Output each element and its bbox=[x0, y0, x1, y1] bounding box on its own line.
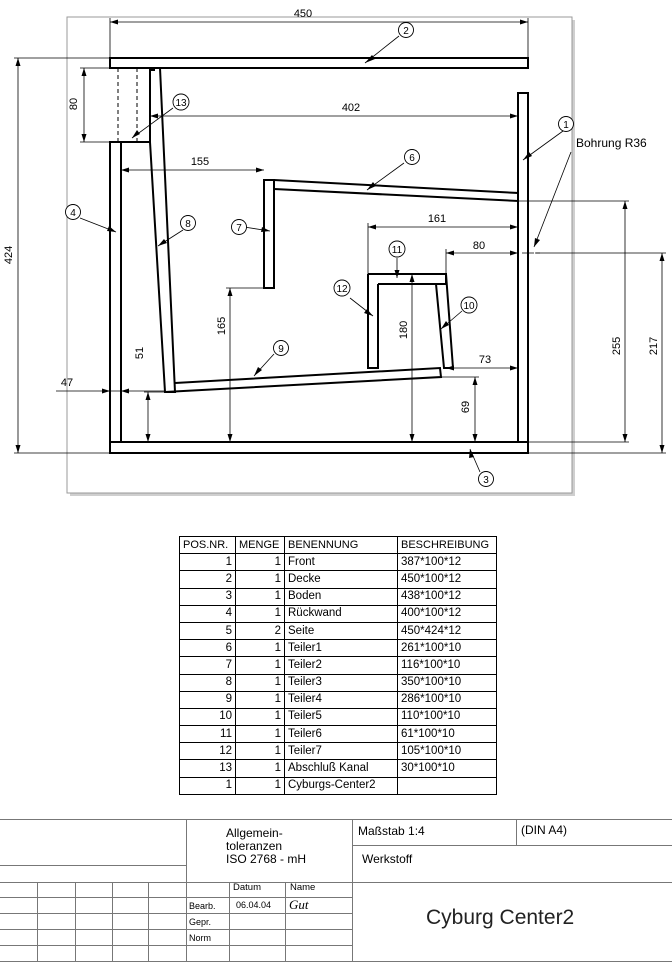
balloon-8-label: 8 bbox=[185, 219, 191, 230]
bom-cell-desc: 387*100*12 bbox=[398, 554, 497, 571]
bom-cell-pos: 3 bbox=[180, 588, 236, 605]
bom-cell-qty: 1 bbox=[236, 777, 285, 794]
dim-165: 165 bbox=[216, 316, 228, 336]
tb-line bbox=[148, 882, 149, 961]
dim-51: 51 bbox=[134, 346, 146, 360]
dim-255: 255 bbox=[611, 336, 623, 356]
bom-row bbox=[180, 708, 497, 725]
bom-cell-pos: 12 bbox=[180, 743, 236, 760]
bom-row bbox=[180, 622, 497, 639]
col-datum: Datum bbox=[233, 882, 261, 893]
bom-cell-desc: 286*100*10 bbox=[398, 691, 497, 708]
dim-73: 73 bbox=[478, 354, 492, 366]
bill-of-materials bbox=[179, 536, 497, 795]
bom-cell-qty: 1 bbox=[236, 726, 285, 743]
balloon-12-label: 12 bbox=[336, 284, 348, 295]
balloon-7-label: 7 bbox=[236, 223, 242, 234]
dim-402: 402 bbox=[341, 102, 361, 114]
balloon-2-label: 2 bbox=[403, 26, 409, 37]
dim-47: 47 bbox=[60, 377, 74, 389]
col-name: Name bbox=[290, 882, 316, 893]
bom-row bbox=[180, 554, 497, 571]
balloon-9-label: 9 bbox=[278, 344, 284, 355]
row-norm: Norm bbox=[189, 933, 211, 943]
dim-80-top: 80 bbox=[68, 97, 80, 111]
bearb-date: 06.04.04 bbox=[236, 900, 272, 910]
bom-row bbox=[180, 657, 497, 674]
bom-row bbox=[180, 605, 497, 622]
bom-cell-pos: 10 bbox=[180, 708, 236, 725]
bom-cell-pos: 1 bbox=[180, 777, 236, 794]
balloon-1-label: 1 bbox=[563, 120, 569, 131]
bom-cell-qty: 1 bbox=[236, 605, 285, 622]
bom-cell-qty: 1 bbox=[236, 588, 285, 605]
bom-cell-desc bbox=[398, 777, 497, 794]
dim-180: 180 bbox=[398, 320, 410, 340]
balloon-3-label: 3 bbox=[483, 475, 489, 486]
bom-header-pos: POS.NR. bbox=[180, 537, 236, 554]
balloon-4-label: 4 bbox=[70, 208, 76, 219]
dim-217: 217 bbox=[648, 336, 660, 356]
balloon-11-label: 11 bbox=[391, 245, 403, 256]
bom-cell-qty: 1 bbox=[236, 571, 285, 588]
bom-cell-name: Decke bbox=[285, 571, 398, 588]
tb-line bbox=[285, 882, 286, 961]
tb-line bbox=[0, 945, 352, 946]
bom-cell-pos: 6 bbox=[180, 640, 236, 657]
bom-cell-pos: 11 bbox=[180, 726, 236, 743]
tb-line bbox=[352, 845, 672, 846]
bom-cell-pos: 9 bbox=[180, 691, 236, 708]
bom-cell-desc: 400*100*12 bbox=[398, 605, 497, 622]
bom-cell-desc: 61*100*10 bbox=[398, 726, 497, 743]
bom-cell-name: Abschluß Kanal bbox=[285, 760, 398, 777]
bom-row bbox=[180, 726, 497, 743]
dim-424: 424 bbox=[3, 245, 15, 265]
bom-cell-desc: 438*100*12 bbox=[398, 588, 497, 605]
bom-cell-pos: 13 bbox=[180, 760, 236, 777]
bom-cell-desc: 116*100*10 bbox=[398, 657, 497, 674]
bom-cell-name: Seite bbox=[285, 622, 398, 639]
sheet-frame bbox=[67, 17, 572, 493]
bom-cell-pos: 5 bbox=[180, 622, 236, 639]
dim-80-right: 80 bbox=[472, 240, 486, 252]
tb-line bbox=[0, 929, 352, 930]
bom-cell-pos: 4 bbox=[180, 605, 236, 622]
material-label: Werkstoff bbox=[362, 852, 413, 866]
bom-header-desc: BESCHREIBUNG bbox=[398, 537, 497, 554]
bom-cell-name: Teiler4 bbox=[285, 691, 398, 708]
bearb-name: Gut bbox=[289, 897, 309, 912]
bom-cell-pos: 2 bbox=[180, 571, 236, 588]
bom-cell-qty: 1 bbox=[236, 657, 285, 674]
tb-line bbox=[0, 819, 672, 820]
bom-cell-qty: 1 bbox=[236, 691, 285, 708]
tb-line bbox=[229, 882, 230, 961]
dim-450: 450 bbox=[293, 8, 313, 20]
tb-line bbox=[0, 865, 186, 866]
bom-cell-name: Boden bbox=[285, 588, 398, 605]
bom-cell-name: Cyburgs-Center2 bbox=[285, 777, 398, 794]
scale-label: Maßstab 1:4 bbox=[358, 824, 425, 838]
format-label: (DIN A4) bbox=[521, 823, 568, 837]
bom-cell-qty: 1 bbox=[236, 674, 285, 691]
bom-cell-name: Teiler6 bbox=[285, 726, 398, 743]
bom-body bbox=[180, 554, 497, 795]
bom-cell-qty: 1 bbox=[236, 760, 285, 777]
bom-row bbox=[180, 760, 497, 777]
bom-header-name: BENENNUNG bbox=[285, 537, 398, 554]
tolerances-line2: toleranzen bbox=[226, 839, 283, 853]
tolerances-line3: ISO 2768 - mH bbox=[226, 852, 307, 866]
bom-cell-name: Rückwand bbox=[285, 605, 398, 622]
tb-line bbox=[112, 882, 113, 961]
bom-cell-desc: 350*100*10 bbox=[398, 674, 497, 691]
bom-cell-name: Teiler3 bbox=[285, 674, 398, 691]
balloon-10-label: 10 bbox=[463, 301, 475, 312]
balloon-6-label: 6 bbox=[409, 153, 415, 164]
bom-cell-qty: 1 bbox=[236, 708, 285, 725]
tb-line bbox=[0, 961, 672, 962]
bom-cell-pos: 7 bbox=[180, 657, 236, 674]
bom-row bbox=[180, 674, 497, 691]
dim-155: 155 bbox=[190, 156, 210, 168]
row-gepr: Gepr. bbox=[189, 917, 212, 927]
tb-line bbox=[516, 819, 517, 845]
bom-cell-qty: 1 bbox=[236, 640, 285, 657]
bom-cell-name: Front bbox=[285, 554, 398, 571]
bom-cell-name: Teiler7 bbox=[285, 743, 398, 760]
bom-header-row bbox=[180, 537, 497, 554]
bom-cell-desc: 450*100*12 bbox=[398, 571, 497, 588]
bom-row bbox=[180, 571, 497, 588]
bom-cell-pos: 1 bbox=[180, 554, 236, 571]
tb-line bbox=[37, 882, 38, 961]
bom-cell-qty: 2 bbox=[236, 622, 285, 639]
balloon-13-label: 13 bbox=[175, 98, 187, 109]
bom-cell-desc: 261*100*10 bbox=[398, 640, 497, 657]
bom-cell-desc: 30*100*10 bbox=[398, 760, 497, 777]
tb-line bbox=[75, 882, 76, 961]
dim-161: 161 bbox=[427, 213, 447, 225]
row-bearb: Bearb. bbox=[189, 901, 216, 911]
bom-cell-desc: 450*424*12 bbox=[398, 622, 497, 639]
tb-line bbox=[186, 819, 187, 961]
bom-cell-desc: 105*100*10 bbox=[398, 743, 497, 760]
bohrung-note: Bohrung R36 bbox=[576, 136, 647, 150]
bom-cell-qty: 1 bbox=[236, 743, 285, 760]
drawing-title: Cyburg Center2 bbox=[426, 906, 575, 929]
tb-line bbox=[0, 882, 672, 883]
bom-row bbox=[180, 640, 497, 657]
dim-69: 69 bbox=[460, 400, 472, 414]
bom-cell-desc: 110*100*10 bbox=[398, 708, 497, 725]
bom-cell-qty: 1 bbox=[236, 554, 285, 571]
bom-cell-pos: 8 bbox=[180, 674, 236, 691]
bom-cell-name: Teiler5 bbox=[285, 708, 398, 725]
bom-row bbox=[180, 743, 497, 760]
bom-row bbox=[180, 588, 497, 605]
bom-row bbox=[180, 691, 497, 708]
bom-header-qty: MENGE bbox=[236, 537, 285, 554]
tb-line bbox=[352, 819, 353, 961]
bom-cell-name: Teiler2 bbox=[285, 657, 398, 674]
tolerances-line1: Allgemein- bbox=[226, 826, 283, 840]
bom-cell-name: Teiler1 bbox=[285, 640, 398, 657]
bom-row bbox=[180, 777, 497, 794]
tb-line bbox=[0, 913, 352, 914]
